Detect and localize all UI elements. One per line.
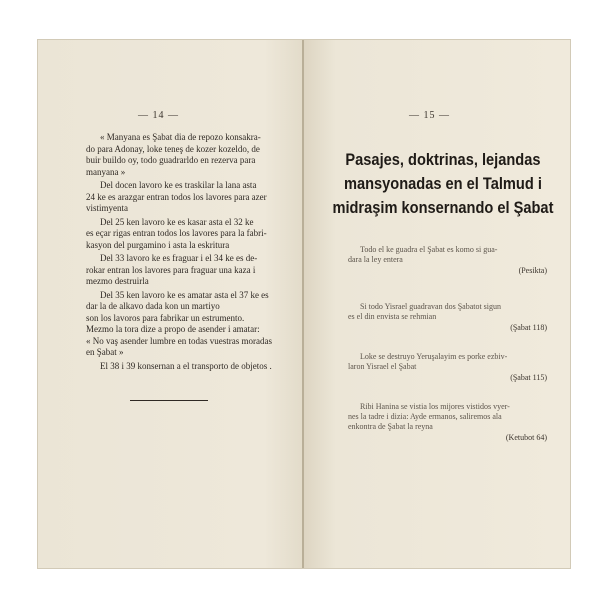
paragraph bbox=[86, 180, 286, 215]
text-line: « Manyana es Şabat dia de repozo konsakra- bbox=[100, 132, 261, 142]
text-line: dar la de alkavo dada kon un martiyo bbox=[86, 301, 220, 311]
paragraph bbox=[86, 290, 286, 359]
quote-line: Todo el ke guadra el Şabat es komo si gua- bbox=[360, 245, 498, 254]
page-number-14: — 14 — bbox=[138, 110, 179, 121]
quote-source: (Şabat 115) bbox=[510, 373, 547, 382]
text-line: Del docen lavoro ke es traskilar la lana asta bbox=[100, 180, 257, 190]
right-page bbox=[304, 40, 570, 568]
text-line: « No vaş asender lumbre en todas vuestras moradas bbox=[86, 335, 272, 346]
text-line: kasyon del purgamino i asta la eskritura bbox=[86, 239, 230, 250]
section-divider bbox=[130, 400, 208, 401]
text-line: buir buildo oy, todo guadrarldo en rezerva para bbox=[86, 155, 256, 165]
text-line: manyana » bbox=[86, 166, 126, 177]
left-page-text bbox=[86, 132, 286, 374]
quote-block bbox=[348, 402, 553, 443]
text-line: mezmo destruirla bbox=[86, 276, 149, 286]
quote-source: (Ketubot 64) bbox=[505, 433, 547, 442]
text-line: vistimyenta bbox=[86, 203, 128, 213]
quote-line: Ribi Hanina se vistia los mijores vistidos vyer- bbox=[360, 402, 510, 411]
quote-line: es el din envista se rehmian bbox=[348, 312, 437, 321]
heading-line: midraşim konsernando el Şabat bbox=[332, 198, 554, 217]
quote-line: laron Yisrael el Şabat bbox=[348, 362, 417, 371]
quote-line: Si todo Yisrael guadravan dos Şabatot sigun bbox=[360, 302, 502, 311]
text-line: Del 25 ken lavoro ke es kasar asta el 32 ke bbox=[100, 216, 254, 227]
text-line: Mezmo la tora dize a propo de asender i amatar: bbox=[86, 324, 260, 334]
heading-line: mansyonadas en el Talmud i bbox=[343, 174, 542, 193]
text-line: do para Adonay, loke teneş de kozer kozeldo, de bbox=[86, 143, 260, 154]
quote-line: enkontra de Şabat la reyna bbox=[348, 422, 433, 431]
quote-block bbox=[348, 302, 553, 333]
text-line: 24 ke es arazgar entran todos los lavores para azer bbox=[86, 191, 267, 202]
text-line: Del 33 lavoro ke es fraguar i el 34 ke es de- bbox=[100, 253, 258, 263]
quote-line: dara la ley entera bbox=[348, 255, 403, 264]
text-line: Del 35 ken lavoro ke es amatar asta el 37 ke es bbox=[100, 289, 269, 300]
quote-line: Loke se destruyo Yeruşalayim es porke ezbiv- bbox=[360, 352, 508, 361]
paragraph bbox=[86, 361, 286, 373]
heading-line: Pasajes, doktrinas, lejandas bbox=[345, 150, 541, 169]
text-line: El 38 i 39 konsernan a el transporto de objetos . bbox=[100, 360, 272, 371]
text-line: son los lavoros para fabrikar un estrumento. bbox=[86, 312, 245, 323]
quote-block bbox=[348, 245, 553, 276]
paragraph bbox=[86, 132, 286, 178]
quote-block bbox=[348, 352, 553, 383]
book-spread bbox=[38, 40, 570, 568]
text-line: rokar entran los lavores para fraguar una kaza i bbox=[86, 264, 256, 275]
quote-line: nes la tadre i dizia: Ayde ermanos, saliremos ala bbox=[348, 412, 502, 421]
paragraph bbox=[86, 253, 286, 288]
left-page bbox=[38, 40, 304, 568]
chapter-heading bbox=[332, 148, 554, 220]
text-line: en Şabat » bbox=[86, 347, 124, 357]
page-number-15: — 15 — bbox=[409, 110, 450, 121]
text-line: es eçar rigas entran todos los lavores para la fabri- bbox=[86, 228, 267, 238]
quote-source: (Şabat 118) bbox=[510, 323, 547, 332]
paragraph bbox=[86, 217, 286, 252]
quote-source: (Pesikta) bbox=[518, 266, 547, 275]
